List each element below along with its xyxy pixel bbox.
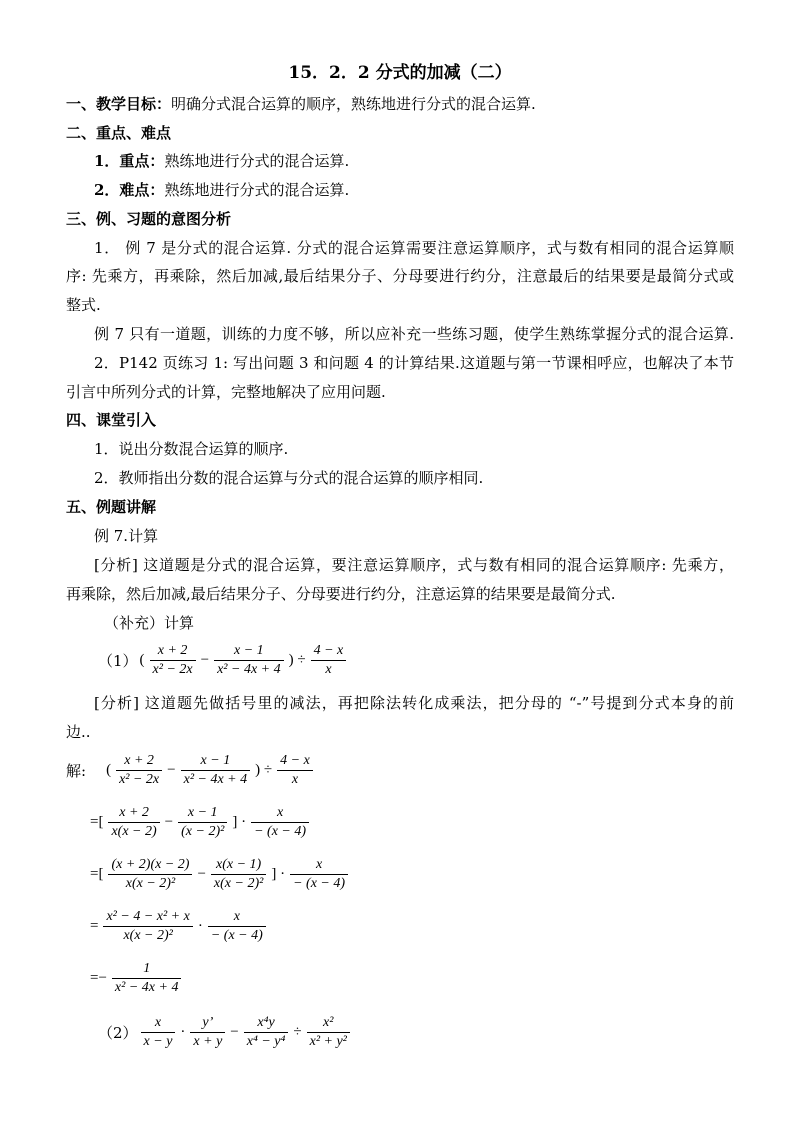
paragraph-line: 1． 例 7 是分式的混合运算. 分式的混合运算需要注意运算顺序，式与数有相同的混合运算顺 [94,239,734,257]
problem-2: （2） $\frac{x}{x - y}$ · $\frac{y’}{x + y}$ − $\frac{\text{x⁴y}}{\text{x⁴ − y⁴}}$ ÷ $\frac{\text{x²}}{\text{x² + y²}}$ [98,1014,353,1051]
section-text: 明确分式混合运算的顺序，熟练地进行分式的混合运算. [171,95,536,113]
fraction: $\frac{\text{x⁴y}}{\text{x⁴ − y⁴}}$ [244,1014,289,1051]
problem-1: （1） ( $\frac{x + 2}{\text{x² − 2x}}$ − $\frac{x - 1}{\text{x² − 4x + 4}}$ ) ÷ $\frac{4 - x}{x}$ [98,642,349,679]
difficult-point-label: 2．难点： [94,181,165,199]
paragraph-line: 例 7 只有一道题，训练的力度不够，所以应补充一些练习题，使学生熟练掌握分式的混合运算. [94,325,734,343]
paragraph-line: 引言中所列分式的计算，完整地解决了应用问题. [66,383,386,401]
fraction: $\frac{1}{\text{x² − 4x + 4}}$ [112,960,182,997]
problem-label: （2） [98,1024,138,1042]
fraction: $\frac{\text{x²}}{\text{x² + y²}}$ [307,1014,350,1051]
page-title: 15．2．2 分式的加减（二） [288,63,512,83]
fraction: $\frac{x + 2}{\text{x² − 2x}}$ [150,642,196,679]
supplement-label: （补充）计算 [104,614,195,632]
fraction: $\frac{x}{- (x - 4)}$ [290,856,348,893]
difficult-point [94,180,349,200]
fraction: $\frac{4 - x}{x}$ [277,752,313,789]
paragraph-line: 序: 先乘方，再乘除，然后加减,最后结果分子、分母要进行约分，注意最后的结果要是最简分式或 [66,267,734,285]
solution-step-1: 解: ( $\frac{x + 2}{\text{x² − 2x}}$ − $\frac{x - 1}{\text{x² − 4x + 4}}$ ) ÷ $\frac{4 - x}{x}$ [66,752,316,789]
fraction: $\frac{x - 1}{\text{(x − 2)²}}$ [178,804,227,841]
section-heading: 二、重点、难点 [66,124,172,142]
paragraph-line: 2．P142 页练习 1: 写出问题 3 和问题 4 的计算结果.这道题与第一节课相呼应，也解决了本节 [94,354,734,372]
section-heading: 一、教学目标： [66,95,172,113]
key-point [94,151,349,171]
fraction: $\frac{\text{x² − 4 − x² + x}}{\text{x(x − 2)²}}$ [103,908,192,945]
solution-label: 解: [66,762,87,780]
fraction: $\frac{x}{- (x - 4)}$ [208,908,266,945]
solution-step-5: =− $\frac{1}{\text{x² − 4x + 4}}$ [88,960,184,997]
fraction: $\frac{x}{- (x - 4)}$ [251,804,309,841]
paragraph-line: 1．说出分数混合运算的顺序. [94,440,289,458]
fraction: $\frac{(x + 2)(x - 2)}{\text{x(x − 2)²}}$ [108,856,192,893]
solution-step-4: = $\frac{\text{x² − 4 − x² + x}}{\text{x(x − 2)²}}$ · $\frac{x}{- (x - 4)}$ [88,908,269,945]
solution-step-3: =[ $\frac{(x + 2)(x - 2)}{\text{x(x − 2)²}}$ − $\frac{x(x - 1)}{\text{x(x − 2)²}}$ ] · $\frac{x}{- (x - 4)}$ [88,856,351,893]
fraction: $\frac{x - 1}{\text{x² − 4x + 4}}$ [181,752,251,789]
key-point-label: 1．重点： [94,152,165,170]
analysis-line: [分析] 这道题先做括号里的减法，再把除法转化成乘法，把分母的 “-”号提到分式本身的前 [94,694,734,712]
fraction: $\frac{x - 1}{\text{x² − 4x + 4}}$ [214,642,284,679]
analysis-line: 再乘除，然后加减,最后结果分子、分母要进行约分，注意运算的结果要是最简分式. [66,585,616,603]
paragraph-line: 2．教师指出分数的混合运算与分式的混合运算的顺序相同. [94,469,484,487]
section-heading: 四、课堂引入 [66,411,157,429]
fraction: $\frac{4 - x}{x}$ [311,642,347,679]
section-heading: 三、例、习题的意图分析 [66,210,232,228]
solution-step-2: =[ $\frac{x + 2}{x(x - 2)}$ − $\frac{x - 1}{\text{(x − 2)²}}$ ] · $\frac{x}{- (x - 4)}$ [88,804,312,841]
fraction: $\frac{x}{x - y}$ [141,1014,176,1051]
section-heading: 五、例题讲解 [66,498,157,516]
difficult-point-text: 熟练地进行分式的混合运算. [164,181,350,199]
section-teaching-goal [66,94,536,114]
fraction: $\frac{x(x - 1)}{\text{x(x − 2)²}}$ [211,856,266,893]
analysis-line: [分析] 这道题是分式的混合运算，要注意运算顺序，式与数有相同的混合运算顺序: 先乘方， [94,556,734,574]
fraction: $\frac{x + 2}{\text{x² − 2x}}$ [116,752,162,789]
problem-label: （1） [98,652,138,670]
key-point-text: 熟练地进行分式的混合运算. [164,152,350,170]
fraction: $\frac{y’}{x + y}$ [190,1014,225,1051]
paragraph-line: 整式. [66,296,101,314]
fraction: $\frac{x + 2}{x(x - 2)}$ [108,804,159,841]
analysis-line: 边.. [66,723,91,741]
example-label: 例 7.计算 [94,527,159,545]
